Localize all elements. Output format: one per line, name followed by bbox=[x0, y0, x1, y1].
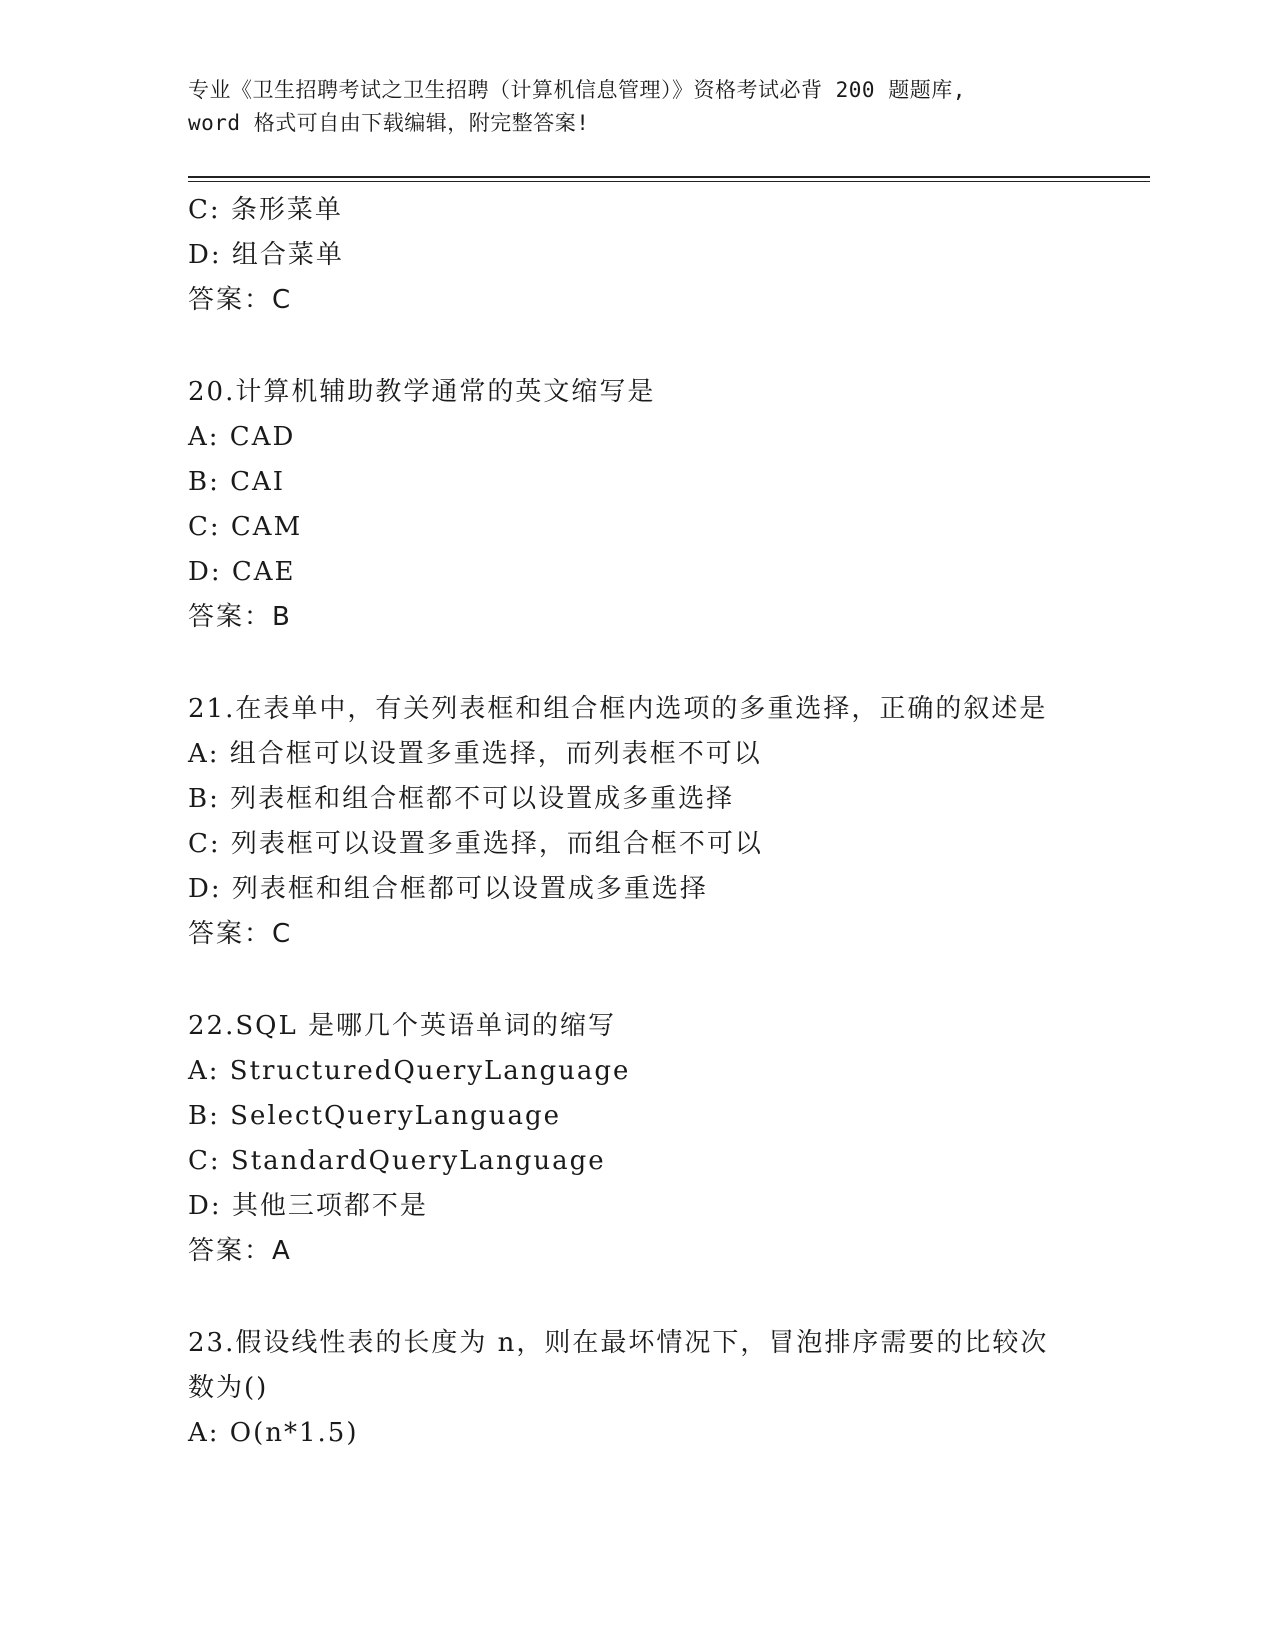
document-body bbox=[188, 188, 1148, 1456]
spacer bbox=[188, 323, 1148, 370]
option-c: C: CAM bbox=[188, 512, 303, 542]
question-stem-line-2: 数为() bbox=[188, 1373, 269, 1403]
option-a: A: CAD bbox=[188, 422, 296, 452]
option-c: C: StandardQueryLanguage bbox=[188, 1146, 606, 1176]
option-b: B: 列表框和组合框都不可以设置成多重选择 bbox=[188, 784, 735, 814]
answer-line: 答案：C bbox=[188, 919, 293, 949]
question-stem: 22.SQL 是哪几个英语单词的缩写 bbox=[188, 1011, 617, 1041]
header-divider-thin bbox=[188, 181, 1150, 182]
option-a: A: StructuredQueryLanguage bbox=[188, 1056, 631, 1086]
spacer bbox=[188, 640, 1148, 687]
option-a: A: O(n*1.5) bbox=[188, 1418, 359, 1448]
option-a: A: 组合框可以设置多重选择，而列表框不可以 bbox=[188, 739, 762, 769]
spacer bbox=[188, 1274, 1148, 1321]
option-d: D: 其他三项都不是 bbox=[188, 1191, 428, 1221]
question-stem: 20.计算机辅助教学通常的英文缩写是 bbox=[188, 377, 656, 407]
option-b: B: SelectQueryLanguage bbox=[188, 1101, 562, 1131]
header-line-2: word 格式可自由下载编辑，附完整答案! bbox=[188, 111, 590, 135]
question-stem: 21.在表单中，有关列表框和组合框内选项的多重选择，正确的叙述是 bbox=[188, 694, 1048, 724]
header-line-1: 专业《卫生招聘考试之卫生招聘（计算机信息管理）》资格考试必背 200 题题库, bbox=[188, 78, 966, 102]
question-stem-line-1: 23.假设线性表的长度为 n，则在最坏情况下，冒泡排序需要的比较次 bbox=[188, 1328, 1049, 1358]
option-d: D: CAE bbox=[188, 557, 296, 587]
option-c: C: 条形菜单 bbox=[188, 195, 343, 225]
answer-line: 答案：C bbox=[188, 285, 293, 315]
option-d: D: 组合菜单 bbox=[188, 240, 344, 270]
option-b: B: CAI bbox=[188, 467, 286, 497]
spacer bbox=[188, 957, 1148, 1004]
header-divider-thick bbox=[188, 176, 1150, 178]
answer-line: 答案：B bbox=[188, 602, 292, 632]
document-header bbox=[188, 74, 1088, 140]
answer-line: 答案：A bbox=[188, 1236, 292, 1266]
option-d: D: 列表框和组合框都可以设置成多重选择 bbox=[188, 874, 708, 904]
option-c: C: 列表框可以设置多重选择，而组合框不可以 bbox=[188, 829, 763, 859]
